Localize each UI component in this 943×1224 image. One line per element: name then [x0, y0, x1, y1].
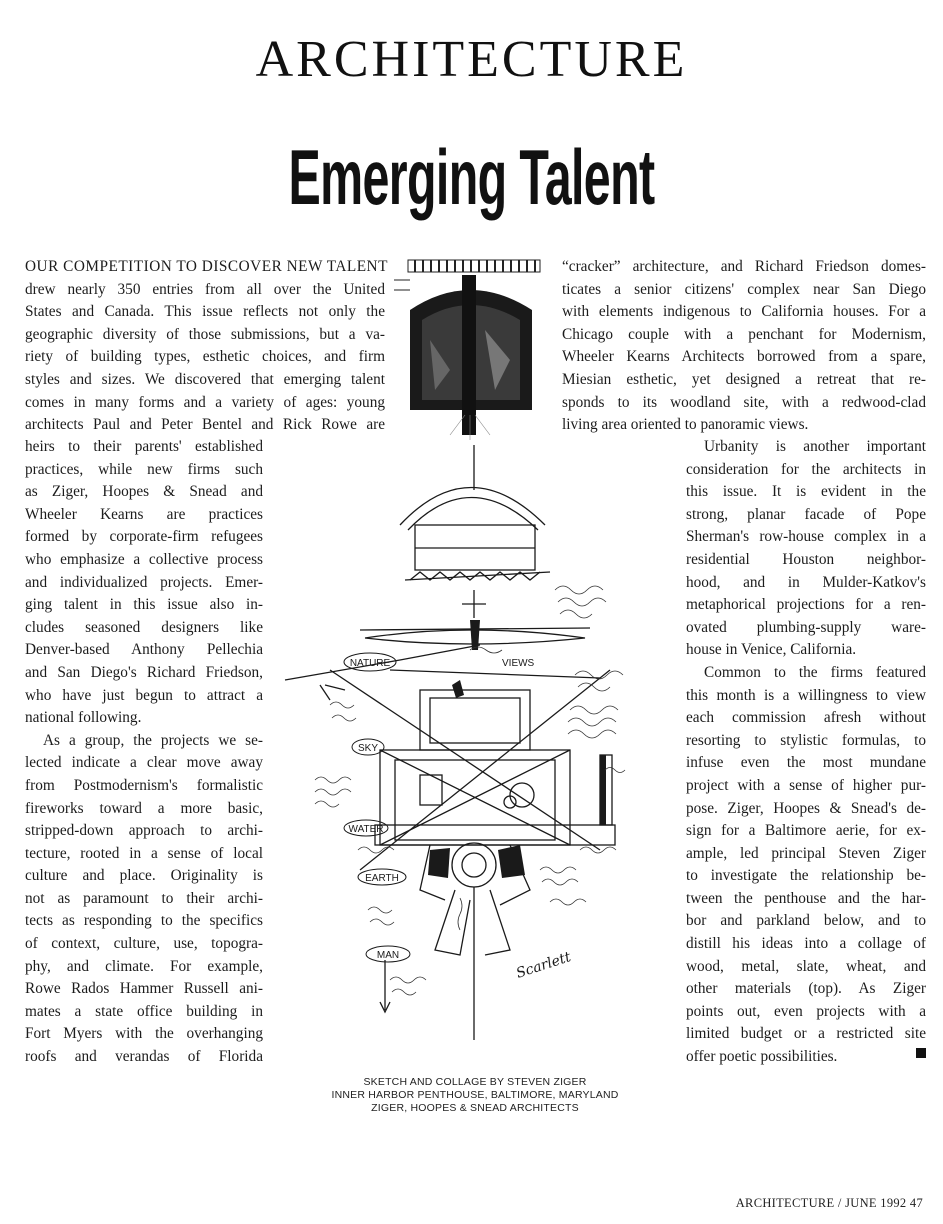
- text-line: States and Canada. This issue reflects not only the: [25, 303, 385, 321]
- text-line: comes in many forms and a variety of ages: young: [25, 393, 385, 411]
- text-line: this month is a willingness to view: [686, 686, 926, 704]
- collage-photo: [394, 260, 540, 440]
- text-line: phy, and climate. For example,: [25, 957, 263, 975]
- text-line: living area oriented to panoramic views.: [562, 416, 809, 434]
- text-line: and San Diego's Richard Friedson,: [25, 663, 263, 681]
- text-line: as Ziger, Hoopes & Snead and: [25, 483, 263, 501]
- text-line: As a group, the projects we se-: [43, 731, 263, 749]
- text-line: each commission afresh without: [686, 709, 926, 727]
- text-line: stripped-down approach to archi-: [25, 822, 263, 840]
- text-line: distill his ideas into a collage of: [686, 935, 926, 953]
- text-line: limited budget or a restricted site: [686, 1025, 926, 1043]
- article-headline: Emerging Talent: [288, 133, 655, 221]
- text-line: consideration for the architects in: [686, 460, 926, 478]
- text-line: Denver-based Anthony Pellechia: [25, 641, 263, 659]
- text-line: with elements indigenous to California houses. For a: [562, 303, 926, 321]
- text-line: Wheeler Kearns are practices: [25, 505, 263, 523]
- text-line: other materials (top). As Ziger: [686, 980, 926, 998]
- text-line: “cracker” architecture, and Richard Friedson domes-: [562, 258, 926, 275]
- text-line: styles and sizes. We discovered that emerging talent: [25, 370, 385, 388]
- text-line: pose. Ziger, Hoopes & Snead's de-: [686, 799, 926, 817]
- text-line: formed by corporate-firm refugees: [25, 528, 263, 546]
- text-line: to investigate the relationship be-: [686, 867, 926, 885]
- text-line: roofs and verandas of Florida: [25, 1048, 263, 1066]
- text-line: geographic diversity of those submissions, but a va-: [25, 325, 385, 343]
- caption-line: INNER HARBOR PENTHOUSE, BALTIMORE, MARYLAND: [331, 1089, 619, 1101]
- text-line: practices, while new firms such: [25, 460, 263, 478]
- text-line: riety of building types, esthetic choices, and firm: [25, 348, 385, 366]
- text-line: national following.: [25, 709, 142, 727]
- text-line: Wheeler Kearns Architects borrowed from a spare,: [562, 348, 926, 366]
- architect-sketch: [270, 250, 670, 1050]
- text-line: who emphasize a collective process: [25, 550, 263, 568]
- text-line: offer poetic possibilities.: [686, 1048, 838, 1066]
- text-line: bor and parkland below, and to: [686, 912, 926, 930]
- text-line: Chicago couple with a penchant for Modernism,: [562, 325, 926, 343]
- text-line: not as paramount to their archi-: [25, 889, 263, 907]
- text-line: lected indicate a clear move away: [25, 754, 263, 772]
- text-line: Rowe Rados Hammer Russell ani-: [25, 980, 263, 998]
- text-line: this issue. It is evident in the: [686, 483, 926, 501]
- text-line: ample, led principal Steven Ziger: [686, 844, 926, 862]
- label-earth: EARTH: [365, 873, 399, 884]
- figure-caption: [300, 1076, 650, 1115]
- text-line: residential Houston neighbor-: [686, 550, 926, 568]
- text-line: strong, planar facade of Pope: [686, 505, 926, 523]
- text-line: ovated plumbing-supply ware-: [686, 618, 926, 636]
- text-line: project with a sense of higher pur-: [686, 776, 926, 794]
- label-nature: NATURE: [349, 658, 391, 669]
- text-line: tween the penthouse and the har-: [686, 889, 926, 907]
- text-line: Fort Myers with the overhanging: [25, 1025, 263, 1043]
- text-line: hood, and in Mulder-Katkov's: [686, 573, 926, 591]
- right-column-narrow: [686, 436, 926, 1069]
- text-line: infuse even the most mundane: [686, 754, 926, 772]
- text-line: points out, even projects with a: [686, 1002, 926, 1020]
- end-mark-icon: [916, 1048, 926, 1058]
- text-line: cludes seasoned designers like: [25, 618, 263, 636]
- text-line: house in Venice, California.: [686, 641, 857, 659]
- left-column-narrow: [25, 436, 263, 1069]
- text-line: heirs to their parents' established: [25, 438, 263, 455]
- page-footer: ARCHITECTURE / JUNE 1992 47: [735, 1196, 923, 1210]
- label-water: WATER: [348, 824, 384, 835]
- artist-signature: Scarlett: [514, 949, 573, 982]
- text-line: fireworks toward a more basic,: [25, 799, 263, 817]
- text-line: tects as responding to the specifics: [25, 912, 263, 930]
- text-line: sign for a Baltimore aerie, for ex-: [686, 822, 926, 840]
- text-line: architects Paul and Peter Bentel and Rick Rowe are: [25, 416, 385, 434]
- text-line: ging talent in this issue also in-: [25, 596, 263, 614]
- label-sky: SKY: [357, 743, 379, 754]
- text-line: who have just begun to attract a: [25, 686, 263, 704]
- text-line: Urbanity is another important: [704, 438, 926, 455]
- section-masthead: ARCHITECTURE: [255, 31, 688, 88]
- text-line: tecture, rooted in a sense of local: [25, 844, 263, 862]
- text-line: ticates a senior citizens' complex near San Diego: [562, 280, 926, 298]
- text-line: sponds to its woodland site, with a redwood-clad: [562, 393, 926, 411]
- text-line: drew nearly 350 entries from all over the United: [25, 280, 385, 298]
- text-line: of context, culture, use, topogra-: [25, 935, 263, 953]
- text-line: culture and place. Originality is: [25, 867, 263, 885]
- caption-line: SKETCH AND COLLAGE BY STEVEN ZIGER: [363, 1076, 587, 1088]
- text-line: wood, metal, slate, wheat, and: [686, 957, 926, 975]
- text-line: Common to the firms featured: [704, 663, 926, 681]
- caption-line: ZIGER, HOOPES & SNEAD ARCHITECTS: [371, 1102, 579, 1114]
- text-line: metaphorical projections for a ren-: [686, 596, 926, 614]
- text-line: Miesian esthetic, yet designed a retreat that re-: [562, 370, 926, 388]
- text-line: mates a state office building in: [25, 1002, 263, 1020]
- text-line: OUR COMPETITION TO DISCOVER NEW TALENT: [25, 258, 388, 275]
- label-views: VIEWS: [502, 658, 535, 669]
- text-line: and individualized projects. Emer-: [25, 573, 263, 591]
- text-line: from Postmodernism's formalistic: [25, 776, 263, 794]
- label-man: MAN: [376, 950, 400, 961]
- text-line: resorting to stylistic formulas, to: [686, 731, 926, 749]
- text-line: Sherman's row-house complex in a: [686, 528, 926, 546]
